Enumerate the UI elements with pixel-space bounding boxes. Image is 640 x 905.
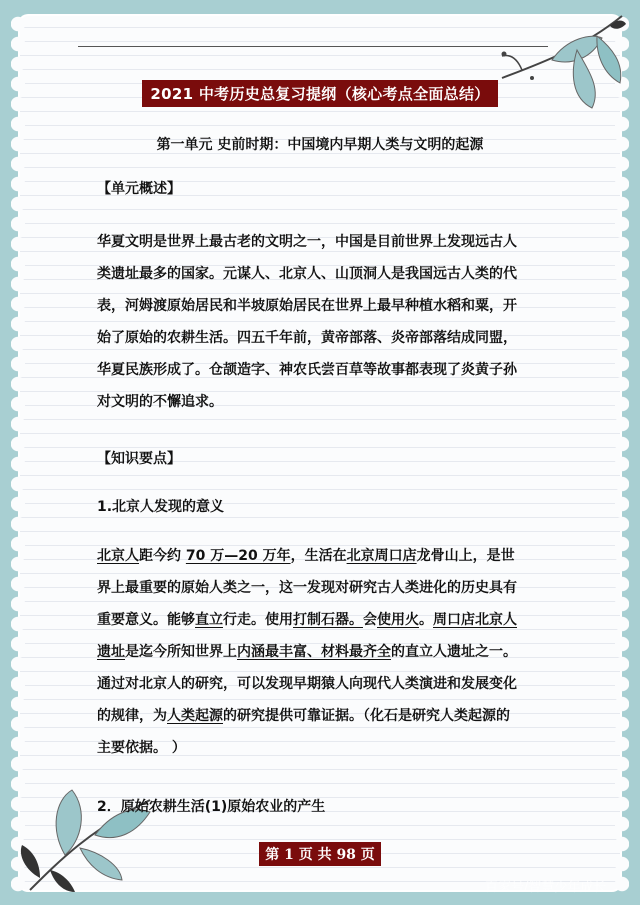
text-run: 。 xyxy=(419,612,433,628)
text-line xyxy=(97,636,549,668)
document-title: 2021 中考历史总复习提纲（核心考点全面总结） xyxy=(142,80,497,107)
watermark: 百家号/智慧少年成长 xyxy=(485,880,607,895)
text-run: 龙骨山上，是世 xyxy=(416,548,515,564)
overview-line: 类遗址最多的国家。元谋人、北京人、山顶洞人是我国远古人类的代 xyxy=(97,266,517,282)
overview-line: 始了原始的农耕生活。四五千年前，黄帝部落、炎帝部落结成同盟， xyxy=(97,330,517,346)
overview-line: 表，河姆渡原始居民和半坡原始居民在世界上最早种植水稻和粟，开 xyxy=(97,298,517,314)
overview-line: 华夏民族形成了。仓颉造字、神农氏尝百草等故事都表现了炎黄子孙 xyxy=(97,362,517,378)
leaf-decoration-bottom-left-icon xyxy=(10,760,160,900)
underlined-term: 北京周口店 xyxy=(346,548,417,564)
text-run: 距今约 xyxy=(139,548,186,564)
text-run: 的研究提供可靠证据。（化石是研究人类起源的 xyxy=(223,708,510,724)
text-line: 界上最重要的原始人类之一，这一发现对研究古人类进化的历史具有 xyxy=(97,580,517,596)
underlined-term: 直立 xyxy=(195,612,223,628)
knowledge-label: 【知识要点】 xyxy=(97,451,181,467)
section1-heading: 1.北京人发现的意义 xyxy=(97,499,225,515)
overview-label: 【单元概述】 xyxy=(97,181,181,197)
section2-heading: 2．原始农耕生活(1)原始农业的产生 xyxy=(97,799,326,815)
overview-line: 对文明的不懈追求。 xyxy=(97,394,223,410)
unit-heading: 第一单元 史前时期：中国境内早期人类与文明的起源 xyxy=(156,137,484,153)
underlined-term: 使用火 xyxy=(377,612,419,628)
text-line: 主要依据。 ） xyxy=(97,740,186,756)
text-run: 重要意义。能够 xyxy=(97,612,195,628)
overview-paragraph xyxy=(97,226,549,418)
text-run: 的规律，为 xyxy=(97,708,167,724)
text-run: 的直立人遗址之一。 xyxy=(391,644,517,660)
text-run: 是迄今所知世界上 xyxy=(125,644,237,660)
underlined-term: 人类起源 xyxy=(167,708,223,724)
underlined-term: 70 万—20 万年 xyxy=(185,548,291,564)
text-line xyxy=(97,604,549,636)
underlined-term: 周口店北京人 xyxy=(433,612,517,628)
text-line xyxy=(97,700,549,732)
text-run: 会 xyxy=(363,612,377,628)
title-banner xyxy=(0,80,640,107)
text-run: ，生活在 xyxy=(290,548,347,564)
underlined-term: 内涵最丰富、材料最齐全 xyxy=(237,644,391,660)
text-line: 通过对北京人的研究，可以发现早期猿人向现代人类演进和发展变化 xyxy=(97,676,517,692)
page-number: 第 1 页 共 98 页 xyxy=(259,842,381,866)
section1-paragraph xyxy=(97,540,549,764)
underlined-term: 打制石器。 xyxy=(293,612,363,628)
underlined-term: 北京人 xyxy=(97,548,139,564)
page-footer xyxy=(0,842,640,866)
text-run: 行走。使用 xyxy=(223,612,293,628)
text-line xyxy=(97,540,549,572)
overview-line: 华夏文明是世界上最古老的文明之一，中国是目前世界上发现远古人 xyxy=(97,234,517,250)
header-rule xyxy=(78,46,548,47)
underlined-term: 遗址 xyxy=(97,644,125,660)
